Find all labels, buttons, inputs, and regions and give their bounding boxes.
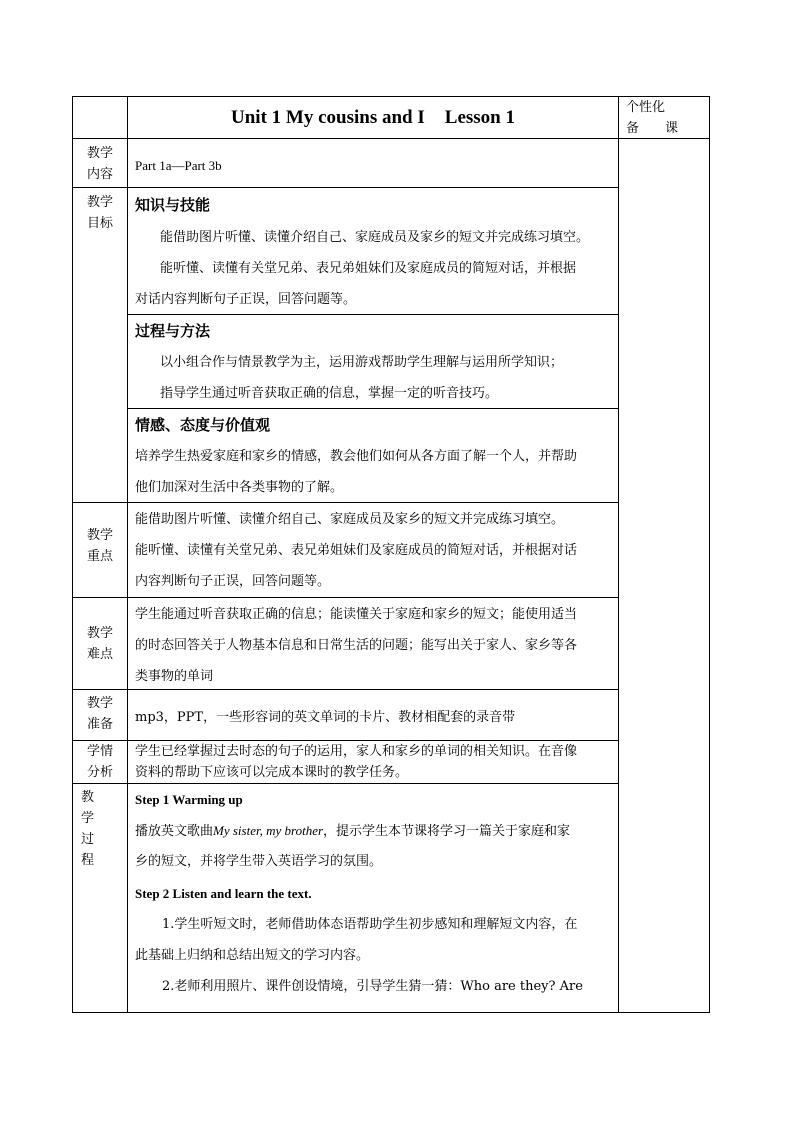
preparation-label: 教学 准备 (86, 696, 113, 732)
song-title: My sister, my brother (213, 823, 324, 838)
analysis-label: 学情 分析 (86, 744, 113, 780)
step2-para1-line2: 此基础上归纳和总结出短文的学习内容。 (135, 948, 370, 963)
row-border-analysis (72, 783, 618, 784)
step1-line2: 乡的短文，并将学生带入英语学习的氛围。 (135, 854, 383, 869)
lesson-number: Lesson 1 (444, 107, 515, 128)
step2-para1-line1: 1.学生听短文时，老师借助体态语帮助学生初步感知和理解短文内容，在 (162, 917, 578, 932)
table-border-bottom (72, 1012, 710, 1013)
key-points-line2: 能听懂、读懂有关堂兄弟、表兄弟姐妹们及家庭成员的简短对话，并根据对话 (135, 543, 578, 558)
step2-title: Step 2 Listen and learn the text. (135, 886, 312, 901)
row-border-process-method (128, 408, 618, 409)
preparation-value: mp3，PPT，一些形容词的英文单词的卡片、教材相配套的录音带 (135, 710, 516, 725)
label-column-border (127, 96, 128, 1013)
row-border-content (72, 187, 618, 188)
content-label: 教学 内容 (86, 146, 113, 182)
analysis-line2: 资料的帮助下应该可以完成本课时的教学任务。 (135, 765, 409, 780)
knowledge-line1: 能借助图片听懂、读懂介绍自己、家庭成员及家乡的短文并完成练习填空。 (160, 230, 590, 245)
step1-line1: 播放英文歌曲My sister, my brother，提示学生本节课将学习一篇关于家庭和家 (135, 823, 571, 839)
difficulties-label: 教学 难点 (86, 626, 113, 662)
step1-title: Step 1 Warming up (135, 792, 243, 807)
attitude-heading: 情感、态度与价值观 (135, 416, 271, 434)
analysis-line1: 学生已经掌握过去时态的句子的运用，家人和家乡的单词的相关知识。在音像 (135, 744, 578, 759)
knowledge-heading: 知识与技能 (135, 196, 211, 214)
difficulties-line1: 学生能通过听音获取正确的信息；能读懂关于家庭和家乡的短文；能使用适当 (135, 607, 578, 622)
process-method-line2: 指导学生通过听音获取正确的信息，掌握一定的听音技巧。 (160, 386, 499, 401)
side-label-line2: 备 课 (626, 121, 679, 136)
table-border-top (72, 96, 710, 97)
row-border-difficulties (72, 689, 618, 690)
unit-title: Unit 1 My cousins and I (231, 107, 425, 128)
row-border-preparation (72, 740, 618, 741)
difficulties-line3: 类事物的单词 (135, 669, 214, 684)
attitude-line1: 培养学生热爱家庭和家乡的情感，教会他们如何从各方面了解一个人，并帮助 (135, 449, 578, 464)
row-border-knowledge (128, 314, 618, 315)
difficulties-line2: 的时态回答关于人物基本信息和日常生活的问题；能写出关于家人、家乡等各 (135, 638, 578, 653)
header-bottom-border (72, 138, 710, 139)
row-border-key-points (72, 597, 618, 598)
lesson-title (128, 107, 618, 129)
process-method-heading: 过程与方法 (135, 322, 211, 340)
row-border-goals (72, 502, 618, 503)
key-points-line3: 内容判断句子正误，回答问题等。 (135, 574, 331, 589)
key-points-line1: 能借助图片听懂、读懂介绍自己、家庭成员及家乡的短文并完成练习填空。 (135, 512, 565, 527)
knowledge-line2: 能听懂、读懂有关堂兄弟、表兄弟姐妹们及家庭成员的简短对话，并根据 (160, 261, 577, 276)
goals-label: 教学 目标 (86, 195, 113, 231)
process-label: 教 学 过 程 (81, 790, 95, 868)
step2-para2-line1: 2.老师利用照片、课件创设情境，引导学生猜一猜：Who are they? Are (162, 979, 583, 994)
attitude-line2: 他们加深对生活中各类事物的了解。 (135, 480, 344, 495)
key-points-label: 教学 重点 (86, 528, 113, 564)
side-column-border (618, 96, 619, 1013)
content-value: Part 1a—Part 3b (135, 158, 222, 173)
side-label-line1: 个性化 (626, 100, 666, 115)
process-method-line1: 以小组合作与情景教学为主，运用游戏帮助学生理解与运用所学知识； (160, 355, 564, 370)
knowledge-line3: 对话内容判断句子正误，回答问题等。 (135, 292, 357, 307)
table-border-right (709, 96, 710, 1013)
